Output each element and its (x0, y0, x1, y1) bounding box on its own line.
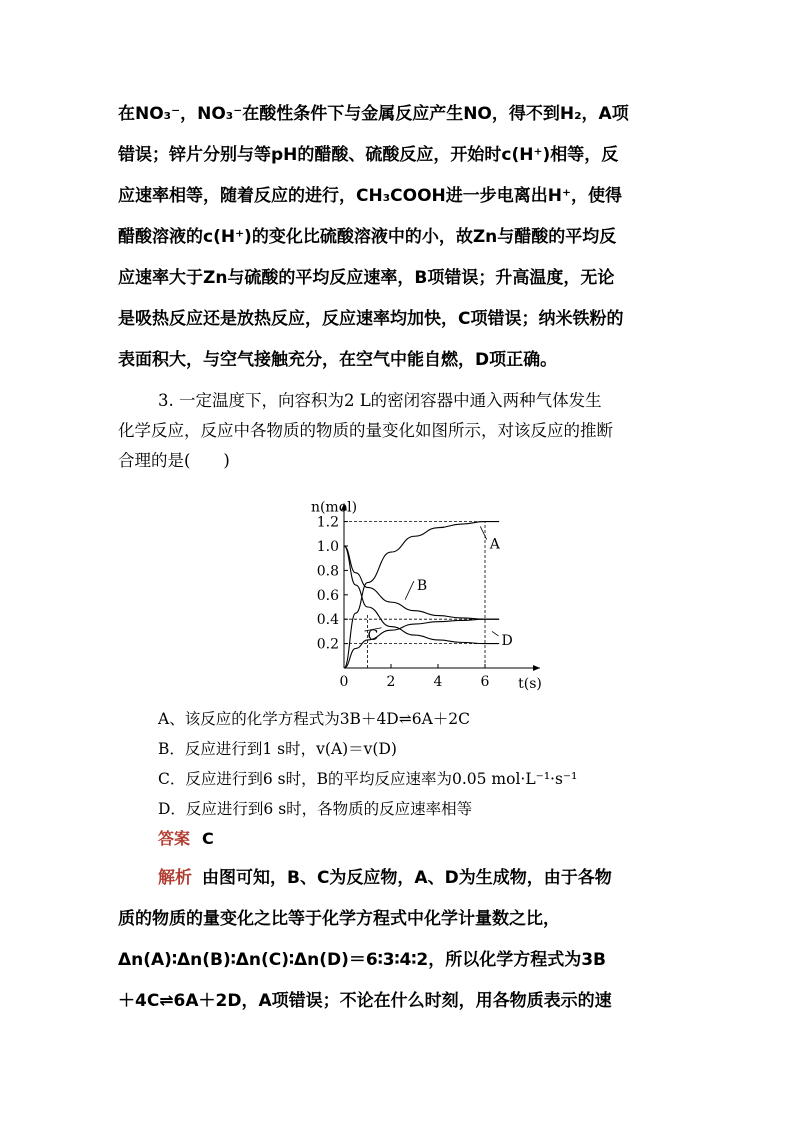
question-line: 化学反应，反应中各物质的物质的量变化如图所示，对该反应的推断 (118, 421, 613, 440)
x-axis-arrow (533, 665, 540, 671)
y-tick-label: 0.8 (316, 563, 339, 580)
y-tick-label: 0.2 (316, 636, 339, 653)
y-tick-label: 1.0 (316, 539, 339, 555)
intro-line: 在NO₃⁻，NO₃⁻在酸性条件下与金属反应产生NO，得不到H₂，A项 (118, 104, 629, 124)
option-a: A、该反应的化学方程式为3B＋4D⇌6A＋2C (158, 710, 470, 728)
question-stem (118, 386, 698, 476)
answer-line (158, 826, 214, 849)
intro-paragraph (118, 94, 680, 381)
series-leader-a (480, 526, 486, 539)
option-c: C．反应进行到6 s时，B的平均反应速率为0.05 mol·L⁻¹·s⁻¹ (158, 770, 578, 788)
mole-time-chart (272, 486, 552, 692)
series-label-c: C (367, 628, 379, 645)
analysis-line: ＋4C⇌6A＋2D，A项错误；不论在什么时刻，用各物质表示的速 (118, 991, 612, 1011)
y-axis-label: n(mol) (310, 499, 358, 516)
series-label-b: B (416, 578, 428, 595)
analysis-first-line (118, 858, 698, 899)
intro-line: 醋酸溶液的c(H⁺)的变化比硫酸溶液中的小，故Zn与醋酸的平均反 (118, 227, 617, 247)
question-line: 3. 一定温度下，向容积为2 L的密闭容器中通入两种气体发生 (158, 391, 602, 410)
analysis-label: 解析 (158, 868, 192, 888)
intro-line: 是吸热反应还是放热反应，反应速率均加快，C项错误；纳米铁粉的 (118, 309, 624, 329)
chart-labels (311, 499, 542, 692)
x-tick-label: 6 (480, 674, 490, 690)
intro-line: 应速率相等，随着反应的进行，CH₃COOH进一步电离出H⁺，使得 (118, 186, 622, 206)
y-tick-label: 0.6 (316, 587, 339, 604)
x-axis-label: t(s) (518, 676, 542, 692)
x-tick-label: 0 (339, 674, 349, 690)
answer-label: 答案 (158, 829, 191, 848)
chart-guides (344, 522, 492, 668)
analysis-line: 由图可知，B、C为反应物，A、D为生成物，由于各物 (202, 868, 612, 888)
intro-line: 错误；锌片分别与等pH的醋酸、硫酸反应，开始时c(H⁺)相等，反 (118, 145, 619, 165)
x-tick-label: 2 (386, 674, 396, 690)
question-line: 合理的是( ) (118, 451, 230, 470)
analysis-line: 质的物质的量变化之比等于化学方程式中化学计量数之比， (118, 909, 560, 929)
series-leader-b (405, 581, 414, 600)
y-tick-label: 0.4 (316, 612, 339, 629)
series-label-a: A (489, 536, 500, 553)
analysis-paragraph (118, 858, 698, 1022)
x-tick-label: 4 (433, 674, 443, 690)
intro-line: 应速率大于Zn与硫酸的平均反应速率，B项错误；升高温度，无论 (118, 268, 615, 288)
series-label-d: D (501, 632, 513, 649)
y-tick-label: 1.2 (316, 514, 339, 531)
intro-line: 表面积大，与空气接触充分，在空气中能自燃，D项正确。 (118, 350, 558, 370)
answer-value: C (202, 829, 214, 848)
analysis-line: Δn(A)∶Δn(B)∶Δn(C)∶Δn(D)＝6∶3∶4∶2，所以化学方程式为3B (118, 950, 606, 970)
option-d: D．反应进行到6 s时，各物质的反应速率相等 (158, 800, 473, 818)
series-leader-d (492, 631, 498, 636)
option-b: B．反应进行到1 s时，v(A)＝v(D) (158, 740, 397, 758)
